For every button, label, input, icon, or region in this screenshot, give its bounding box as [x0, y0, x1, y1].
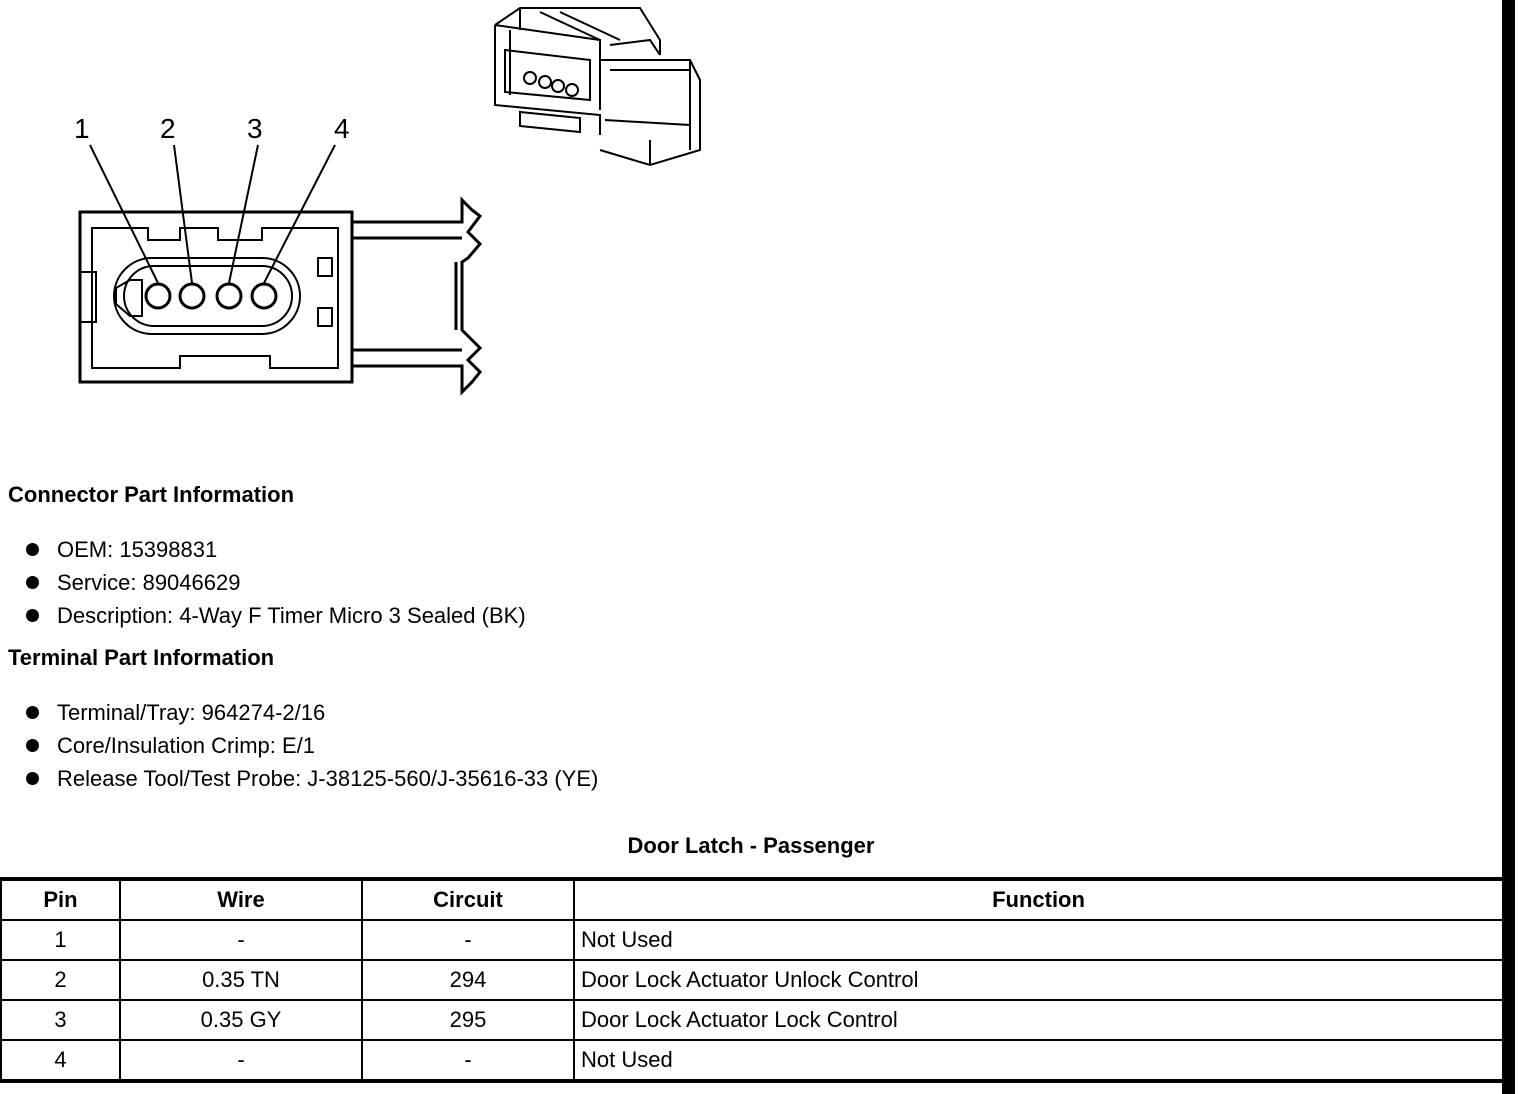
table-title: Door Latch - Passenger: [627, 833, 875, 858]
cell-function: Door Lock Actuator Lock Control: [574, 1000, 1503, 1040]
cell-circuit: 295: [362, 1000, 574, 1040]
connector-info-heading: Connector Part Information: [8, 482, 295, 507]
terminal-info-list: [0, 696, 598, 795]
terminal-info-heading: Terminal Part Information: [8, 645, 275, 670]
column-header-circuit: Circuit: [362, 879, 574, 920]
connector-face-view: [80, 200, 480, 392]
cell-function: Not Used: [574, 1040, 1503, 1081]
list-item: Core/Insulation Crimp: E/1: [0, 729, 598, 762]
cell-wire: -: [120, 920, 362, 960]
cell-function: Not Used: [574, 920, 1503, 960]
cell-pin: 1: [1, 920, 120, 960]
cell-circuit: -: [362, 920, 574, 960]
bullet-icon: [26, 609, 39, 622]
pin-label-2: 2: [160, 113, 176, 144]
bullet-icon: [26, 739, 39, 752]
table-row: [1, 1000, 1503, 1040]
table-row: [1, 960, 1503, 1000]
cell-circuit: -: [362, 1040, 574, 1081]
table-header-row: [1, 879, 1503, 920]
list-item: Terminal/Tray: 964274-2/16: [0, 696, 598, 729]
table-row: [1, 1040, 1503, 1081]
pin-label-4: 4: [334, 113, 350, 144]
cell-function: Door Lock Actuator Unlock Control: [574, 960, 1503, 1000]
table-row: [1, 920, 1503, 960]
pin-number-labels: [74, 113, 350, 144]
cell-circuit: 294: [362, 960, 574, 1000]
cell-pin: 3: [1, 1000, 120, 1040]
cell-pin: 4: [1, 1040, 120, 1081]
cell-wire: 0.35 GY: [120, 1000, 362, 1040]
bullet-icon: [26, 772, 39, 785]
list-item: OEM: 15398831: [0, 533, 526, 566]
column-header-wire: Wire: [120, 879, 362, 920]
cell-wire: -: [120, 1040, 362, 1081]
list-item: Description: 4-Way F Timer Micro 3 Sealed (BK): [0, 599, 526, 632]
pin-label-1: 1: [74, 113, 90, 144]
connector-diagram: [0, 0, 720, 420]
list-item: Release Tool/Test Probe: J-38125-560/J-35616-33 (YE): [0, 762, 598, 795]
cell-wire: 0.35 TN: [120, 960, 362, 1000]
list-item: Service: 89046629: [0, 566, 526, 599]
connector-info-list: [0, 533, 526, 632]
bullet-icon: [26, 543, 39, 556]
bullet-icon: [26, 706, 39, 719]
column-header-pin: Pin: [1, 879, 120, 920]
pin-label-3: 3: [247, 113, 263, 144]
column-header-function: Function: [574, 879, 1503, 920]
pinout-table: [0, 877, 1504, 1083]
pin-leader-lines: [90, 145, 335, 283]
cell-pin: 2: [1, 960, 120, 1000]
connector-isometric-illustration: [495, 8, 700, 165]
bullet-icon: [26, 576, 39, 589]
